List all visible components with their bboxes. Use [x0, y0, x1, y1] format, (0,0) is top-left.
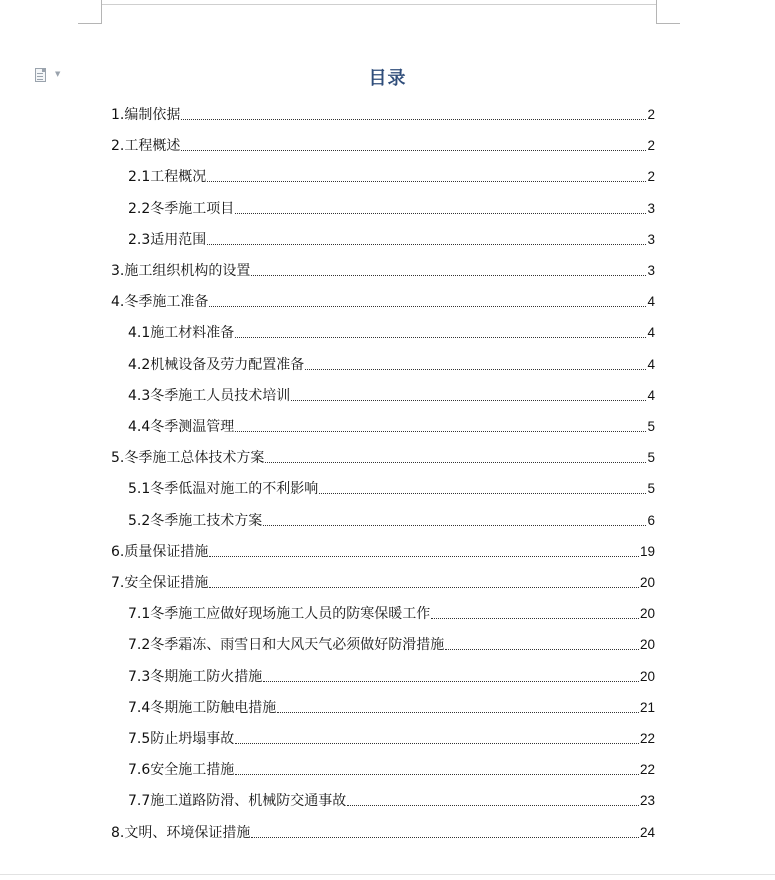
page-top-edge — [102, 4, 656, 5]
toc-dot-leader — [445, 649, 639, 650]
toc-entry-text: 7.4冬期施工防触电措施 — [128, 699, 277, 716]
toc-page-number: 24 — [639, 824, 655, 840]
toc-entry-text: 8.文明、环境保证措施 — [111, 824, 251, 841]
toc-dot-leader — [251, 837, 639, 838]
crop-mark-top-left-horizontal — [78, 23, 102, 24]
toc-dot-leader — [207, 244, 646, 245]
toc-dot-leader — [265, 462, 646, 463]
page-bottom-edge — [0, 874, 775, 875]
toc-dot-leader — [263, 681, 639, 682]
toc-entry[interactable] — [128, 229, 655, 249]
toc-page-number: 19 — [639, 543, 655, 559]
toc-page-number: 2 — [647, 138, 655, 154]
toc-entry[interactable] — [111, 822, 655, 842]
toc-page-number: 2 — [647, 107, 655, 122]
toc-entry[interactable] — [128, 697, 655, 717]
toc-entry[interactable] — [128, 416, 655, 436]
toc-entry-text: 7.1冬季施工应做好现场施工人员的防寒保暖工作 — [128, 606, 431, 623]
toc-page-number: 2 — [647, 169, 655, 185]
toc-page-number: 5 — [647, 450, 655, 466]
toc-entry-text: 4.3冬季施工人员技术培训 — [128, 387, 291, 404]
toc-entry[interactable] — [128, 478, 655, 498]
toc-entry-text: 7.2冬季霜冻、雨雪日和大风天气必须做好防滑措施 — [128, 637, 445, 654]
toc-page-number: 20 — [639, 668, 655, 684]
toc-page-number: 6 — [647, 512, 655, 528]
chevron-down-icon[interactable]: ▼ — [55, 70, 61, 78]
toc-entry-text: 2.2冬季施工项目 — [128, 200, 235, 217]
toc-page-number: 21 — [639, 699, 655, 715]
toc-page-number: 5 — [647, 481, 655, 497]
toc-dot-leader — [181, 119, 646, 120]
toc-page-number: 22 — [639, 762, 655, 778]
toc-entry-text: 7.7施工道路防滑、机械防交通事故 — [128, 793, 347, 810]
toc-entry-text: 4.1施工材料准备 — [128, 325, 235, 342]
toc-entry[interactable] — [111, 541, 655, 561]
toc-entry[interactable] — [111, 104, 655, 124]
crop-mark-top-right — [656, 0, 657, 24]
toc-page-number: 23 — [639, 793, 655, 809]
toc-dot-leader — [291, 400, 646, 401]
toc-dot-leader — [181, 150, 646, 151]
toc-dot-leader — [251, 275, 646, 276]
toc-entry[interactable] — [128, 634, 655, 654]
toc-entry[interactable] — [111, 447, 655, 467]
toc-page-number: 3 — [647, 231, 655, 247]
toc-page-number: 4 — [647, 325, 655, 341]
toc-entry[interactable] — [128, 759, 655, 779]
toc-dot-leader — [277, 712, 639, 713]
toc-entry-text: 1.编制依据 — [111, 107, 181, 123]
toc-entry-text: 5.1冬季低温对施工的不利影响 — [128, 481, 319, 498]
toc-dot-leader — [209, 306, 646, 307]
toc-entry-text: 4.2机械设备及劳力配置准备 — [128, 356, 305, 373]
toc-entry[interactable] — [128, 166, 655, 186]
toc-dot-leader — [305, 369, 646, 370]
toc-entry-text: 7.5防止坍塌事故 — [128, 731, 235, 747]
toc-page-number: 3 — [647, 263, 655, 278]
toc-page-number: 4 — [647, 387, 655, 403]
crop-mark-top-left — [101, 0, 102, 24]
toc-entry[interactable] — [128, 790, 655, 810]
toc-entry-text: 7.6安全施工措施 — [128, 762, 235, 779]
toc-entry-text: 4.4冬季测温管理 — [128, 419, 235, 435]
toc-entry-text: 5.2冬季施工技术方案 — [128, 512, 263, 529]
toc-entry[interactable] — [111, 260, 655, 280]
toc-entry-text: 6.质量保证措施 — [111, 543, 209, 560]
toc-entry-text: 3.施工组织机构的设置 — [111, 263, 251, 279]
toc-dot-leader — [263, 525, 646, 526]
toc-entry[interactable] — [111, 572, 655, 592]
toc-page-number: 20 — [639, 575, 655, 590]
toc-entry[interactable] — [128, 603, 655, 623]
toc-dot-leader — [431, 618, 639, 619]
toc-entry-text: 4.冬季施工准备 — [111, 294, 209, 311]
toc-title: 目录 — [368, 68, 407, 89]
toc-entry[interactable] — [111, 135, 655, 155]
toc-page-number: 20 — [639, 637, 655, 653]
toc-page-number: 22 — [639, 731, 655, 746]
toc-entry-text: 7.安全保证措施 — [111, 575, 209, 591]
toc-dot-leader — [207, 181, 646, 182]
toc-dot-leader — [347, 805, 639, 806]
toc-dot-leader — [235, 337, 646, 338]
toc-entry[interactable] — [128, 510, 655, 530]
toc-page-number: 20 — [639, 606, 655, 622]
toc-page-number: 4 — [647, 356, 655, 372]
toc-entry[interactable] — [128, 198, 655, 218]
toc-entry-text: 2.1工程概况 — [128, 169, 207, 186]
toc-entry[interactable] — [128, 354, 655, 374]
toc-entry-text: 2.3适用范围 — [128, 231, 207, 248]
crop-mark-top-right-horizontal — [656, 23, 680, 24]
toc-dot-leader — [235, 743, 639, 744]
toc-dot-leader — [209, 556, 639, 557]
toc-dot-leader — [209, 587, 639, 588]
toc-dot-leader — [235, 774, 639, 775]
toc-entry-text: 2.工程概述 — [111, 138, 181, 155]
toc-dot-leader — [235, 213, 646, 214]
toc-dot-leader — [319, 493, 646, 494]
toc-entry[interactable] — [128, 385, 655, 405]
toc-entry-text: 7.3冬期施工防火措施 — [128, 668, 263, 685]
toc-entry[interactable] — [128, 322, 655, 342]
toc-page-number: 4 — [647, 294, 655, 310]
toc-entry[interactable] — [128, 728, 655, 748]
toc-page-number: 3 — [647, 200, 655, 216]
toc-entry[interactable] — [128, 666, 655, 686]
toc-page-number: 5 — [647, 419, 655, 434]
toc-entry-text: 5.冬季施工总体技术方案 — [111, 450, 265, 467]
toc-entry[interactable] — [111, 291, 655, 311]
toc-dot-leader — [235, 431, 646, 432]
